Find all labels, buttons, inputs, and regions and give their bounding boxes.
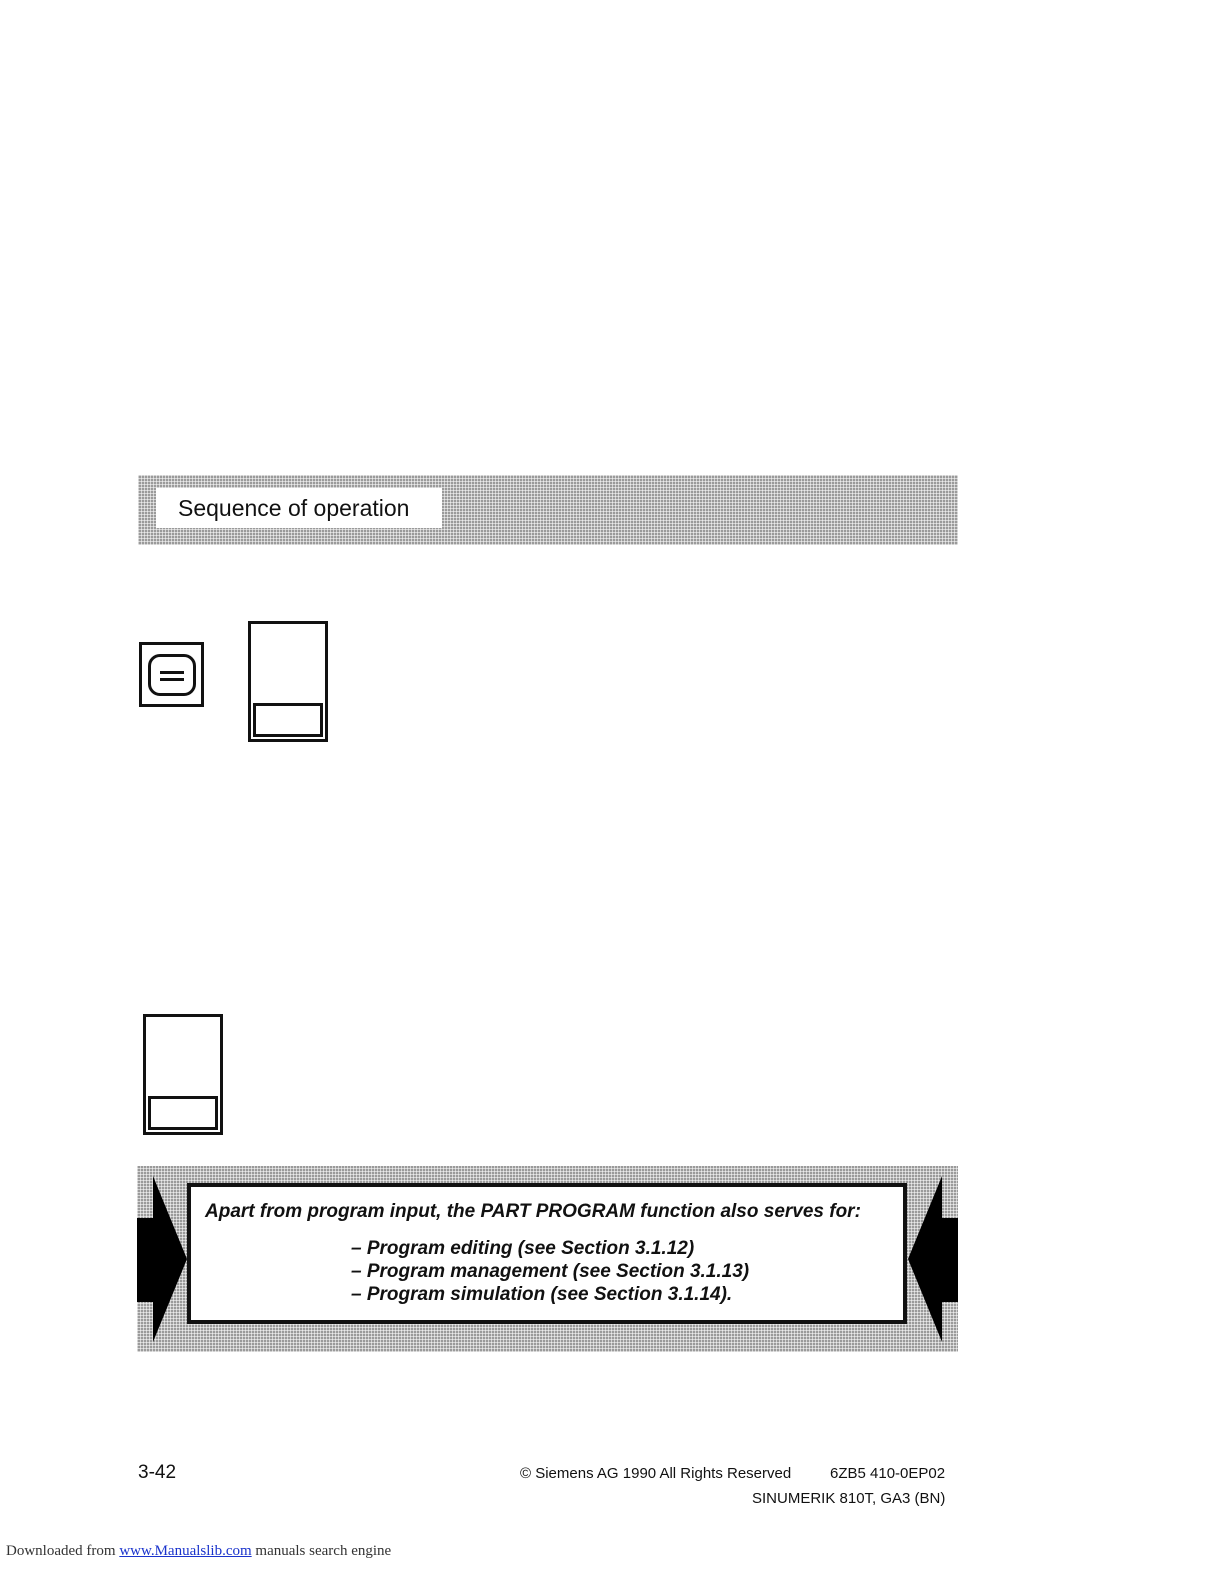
note-lead-text: Apart from program input, the PART PROGRAM function also serves for: — [205, 1201, 861, 1222]
softkey-1 — [248, 621, 328, 742]
note-box — [187, 1183, 907, 1324]
page-number: 3-42 — [138, 1462, 177, 1483]
download-notice — [6, 1543, 391, 1560]
softkey-icon — [148, 1096, 218, 1130]
section-header-band — [138, 475, 958, 545]
section-title: Sequence of operation — [156, 488, 442, 528]
manualslib-link[interactable]: www.Manualslib.com — [119, 1543, 252, 1559]
download-prefix: Downloaded from — [6, 1543, 120, 1559]
list-item: – Program simulation (see Section 3.1.14). — [351, 1284, 733, 1305]
document-code: 6ZB5 410-0EP02 — [830, 1465, 946, 1482]
softkey-2 — [143, 1014, 223, 1135]
note-band — [137, 1166, 958, 1352]
arrow-right-icon — [137, 1176, 189, 1342]
softkey-icon — [253, 703, 323, 737]
arrow-left-icon — [906, 1176, 958, 1342]
list-item: – Program management (see Section 3.1.13) — [351, 1261, 750, 1282]
copyright-notice: © Siemens AG 1990 All Rights Reserved — [520, 1465, 792, 1482]
product-name: SINUMERIK 810T, GA3 (BN) — [752, 1490, 946, 1507]
list-item: – Program editing (see Section 3.1.12) — [351, 1238, 695, 1259]
screen-select-icon — [148, 654, 196, 696]
note-list — [351, 1237, 749, 1306]
download-suffix: manuals search engine — [251, 1543, 392, 1559]
screen-select-key — [139, 642, 204, 707]
